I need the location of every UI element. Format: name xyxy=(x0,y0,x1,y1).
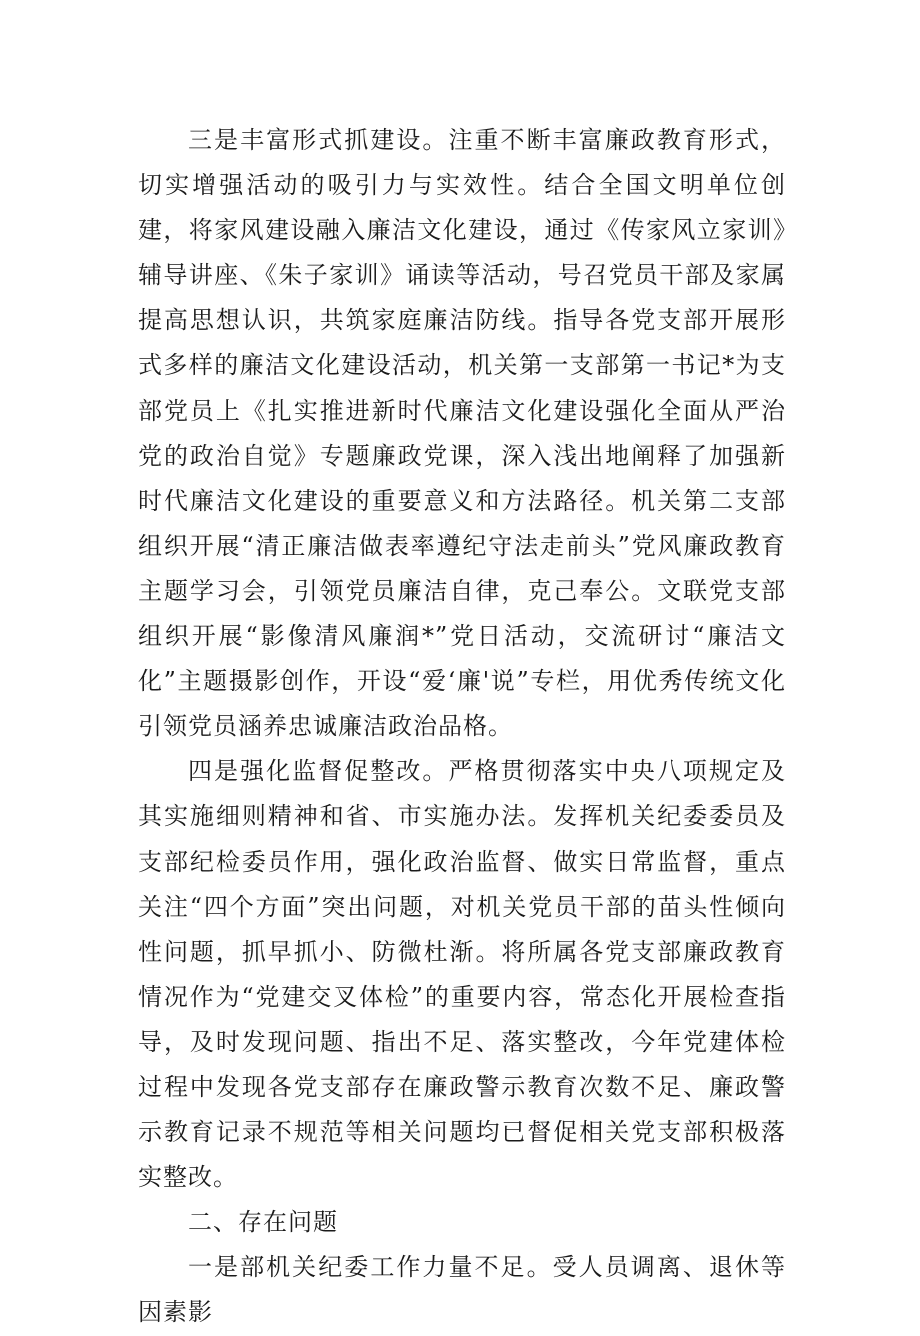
paragraph-rich-forms: 三是丰富形式抓建设。注重不断丰富廉政教育形式，切实增强活动的吸引力与实效性。结合全国文明单位创建，将家风建设融入廉洁文化建设，通过《传家风立家训》辅导讲座、《朱子家训》诵读等活动，号召党员干部及家属提高思想认识，共筑家庭廉洁防线。指导各党支部开展形式多样的廉洁文化建设活动，机关第一支部第一书记*为支部党员上《扎实推进新时代廉洁文化建设强化全面从严治党的政治自觉》专题廉政党课，深入浅出地阐释了加强新时代廉洁文化建设的重要意义和方法路径。机关第二支部组织开展“清正廉洁做表率遵纪守法走前头”党风廉政教育主题学习会，引领党员廉洁自律，克己奉公。文联党支部组织开展“影像清风廉润*”党日活动，交流研讨“廉洁文化”主题摄影创作，开设“爱‘廉'说”专栏，用优秀传统文化引领党员涵养忠诚廉洁政治品格。 xyxy=(138,126,786,741)
paragraph-supervision: 四是强化监督促整改。严格贯彻落实中央八项规定及其实施细则精神和省、市实施办法。发挥机关纪委委员及支部纪检委员作用，强化政治监督、做实日常监督，重点关注“四个方面”突出问题，对机关党员干部的苗头性倾向性问题，抓早抓小、防微杜渐。将所属各党支部廉政教育情况作为“党建交叉体检”的重要内容，常态化开展检查指导，及时发现问题、指出不足、落实整改，今年党建体检过程中发现各党支部存在廉政警示教育次数不足、廉政警示教育记录不规范等相关问题均已督促相关党支部积极落实整改。 xyxy=(138,757,786,1192)
section-heading-problems: 二、存在问题 xyxy=(188,1208,338,1237)
document-body xyxy=(138,118,786,1336)
paragraph-staffing-shortage: 一是部机关纪委工作力量不足。受人员调离、退休等因素影 xyxy=(138,1253,786,1327)
